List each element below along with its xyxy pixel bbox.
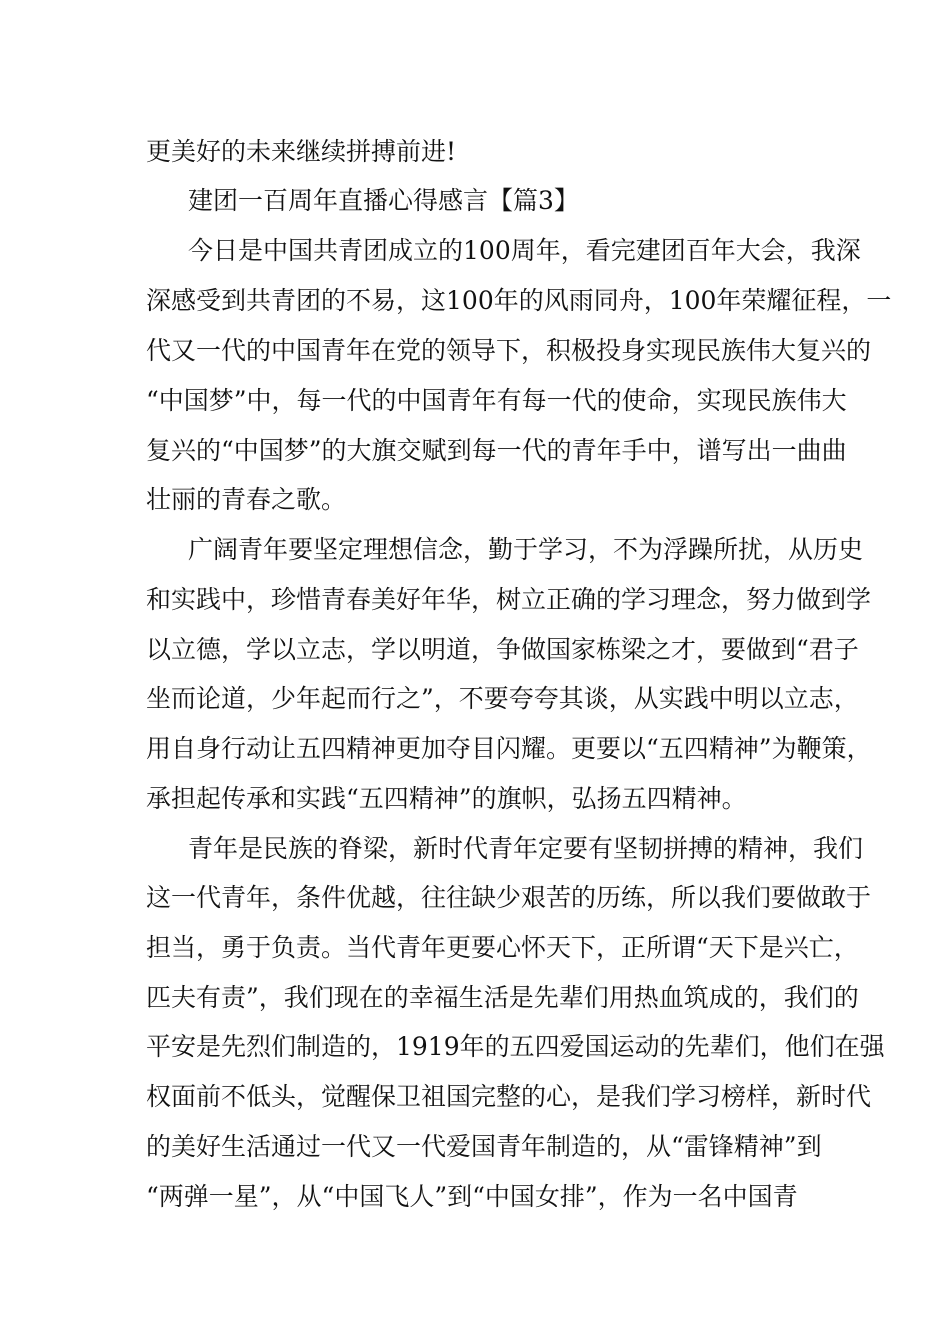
text-line: 和实践中，珍惜青春美好年华，树立正确的学习理念，努力做到学: [146, 585, 872, 614]
text-line: 这一代青年，条件优越，往往缺少艰苦的历练，所以我们要做敢于: [146, 883, 872, 912]
text-line: “两弹一星”，从“中国飞人”到“中国女排”，作为一名中国青: [146, 1182, 798, 1211]
text-line: 用自身行动让五四精神更加夺目闪耀。更要以“五四精神”为鞭策，: [146, 734, 872, 763]
text-line: 承担起传承和实践“五四精神”的旗帜，弘扬五四精神。: [146, 784, 747, 813]
text-line: 代又一代的中国青年在党的领导下，积极投身实现民族伟大复兴的: [146, 336, 872, 365]
text-line: “中国梦”中，每一代的中国青年有每一代的使命，实现民族伟大: [146, 386, 847, 415]
text-line: 权面前不低头，觉醒保卫祖国完整的心，是我们学习榜样，新时代: [146, 1082, 872, 1111]
text-line: 青年是民族的脊梁，新时代青年定要有坚韧拼搏的精神，我们: [188, 834, 864, 863]
text-line: 以立德，学以立志，学以明道，争做国家栋梁之才，要做到“君子: [146, 635, 859, 664]
text-line: 坐而论道，少年起而行之”，不要夸夸其谈，从实践中明以立志，: [146, 684, 859, 713]
text-line: 广阔青年要坚定理想信念，勤于学习，不为浮躁所扰，从历史: [188, 535, 864, 564]
text-line: 复兴的“中国梦”的大旗交赋到每一代的青年手中，谱写出一曲曲: [146, 436, 847, 465]
section-heading: 建团一百周年直播心得感言【篇3】: [188, 186, 579, 215]
text-line: 担当，勇于负责。当代青年更要心怀天下，正所谓“天下是兴亡，: [146, 933, 859, 962]
text-line: 更美好的未来继续拼搏前进!: [146, 137, 457, 166]
text-line: 深感受到共青团的不易，这100年的风雨同舟，100年荣耀征程，一: [146, 286, 892, 315]
text-line: 的美好生活通过一代又一代爱国青年制造的，从“雷锋精神”到: [146, 1132, 822, 1161]
text-line: 平安是先烈们制造的，1919年的五四爱国运动的先辈们，他们在强: [146, 1032, 885, 1061]
text-line: 匹夫有责”，我们现在的幸福生活是先辈们用热血筑成的，我们的: [146, 983, 859, 1012]
text-line: 今日是中国共青团成立的100周年，看完建团百年大会，我深: [188, 236, 861, 265]
text-line: 壮丽的青春之歌。: [146, 485, 347, 514]
